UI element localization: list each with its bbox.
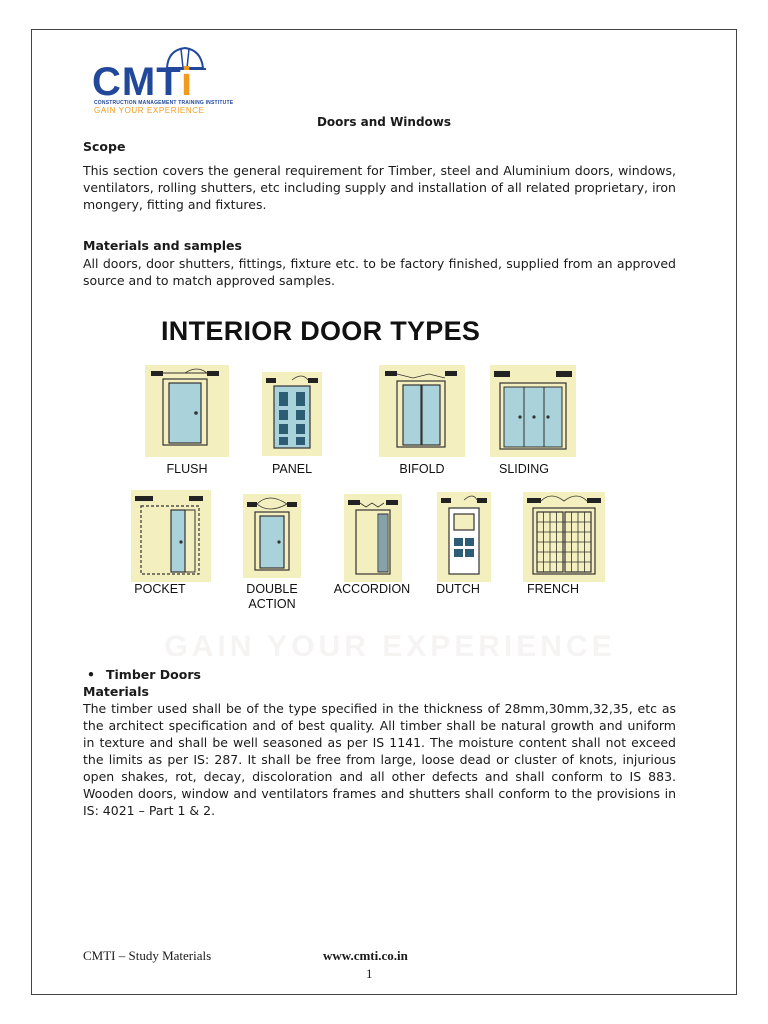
footer-website: www.cmti.co.in	[323, 948, 408, 963]
label-french: FRENCH	[526, 582, 580, 596]
label-flush: FLUSH	[166, 462, 208, 476]
accordion-door-image	[344, 494, 402, 582]
label-dutch: DUTCH	[436, 582, 480, 596]
label-action: ACTION	[248, 597, 296, 611]
bullet-dot-icon: •	[87, 667, 95, 682]
scope-heading: Scope	[83, 139, 126, 154]
bullet-text: Timber Doors	[106, 667, 201, 682]
french-door-image	[523, 492, 605, 582]
bifold-door-image	[379, 365, 465, 457]
interior-door-types-figure	[125, 310, 630, 615]
label-panel: PANEL	[271, 462, 313, 476]
logo-tagline: GAIN YOUR EXPERIENCE	[94, 106, 205, 115]
label-sliding: SLIDING	[498, 462, 549, 476]
page-number: 1	[366, 966, 373, 981]
logo-subtitle: CONSTRUCTION MANAGEMENT TRAINING INSTITUTE	[94, 100, 234, 106]
logo-wordmark: CMTi	[92, 60, 194, 104]
watermark: GAIN YOUR EXPERIENCE	[164, 630, 616, 663]
label-pocket: POCKET	[134, 582, 186, 596]
materials-paragraph: All doors, door shutters, fittings, fixture etc. to be factory finished, supplied from an approved source and to match approved samples.	[83, 256, 676, 288]
cmti-logo	[90, 40, 234, 115]
sliding-door-image	[490, 365, 576, 457]
bullet-timber-doors	[87, 667, 201, 682]
label-accordion: ACCORDION	[333, 582, 411, 596]
page-title: Doors and Windows	[316, 115, 452, 129]
materials-heading: Materials and samples	[83, 238, 242, 253]
double-action-door-image	[243, 494, 301, 578]
panel-door-image	[262, 372, 322, 456]
figure-title: INTERIOR DOOR TYPES	[161, 316, 481, 346]
scope-paragraph: This section covers the general requirement for Timber, steel and Aluminium doors, windows, ventilators, rolling shutters, etc including supply and installation of all related proprietary, iron mongery, fitting and fixtures.	[83, 163, 676, 212]
dutch-door-image	[437, 492, 491, 582]
footer-left: CMTI – Study Materials	[83, 948, 212, 963]
pocket-door-image	[131, 490, 211, 582]
timber-paragraph: The timber used shall be of the type specified in the thickness of 28mm,30mm,32,35, etc as the architect specification and of best quality. All timber shall be natural growth and uniform in texture and shall be well seasoned as per IS 1141. The moisture content shall not exceed the limits as per IS: 287. It shall be free from large, loose dead or cluster of knots, injurious open shakes, rot, decay, discoloration and all other defects and shall conform to IS 883. Wooden doors, window and ventilators frames and shutters shall conform to the provisions in IS: 4021 – Part 1 & 2.	[83, 701, 676, 818]
flush-door-image	[145, 365, 229, 457]
label-bifold: BIFOLD	[399, 462, 445, 476]
label-double: DOUBLE	[246, 582, 298, 596]
timber-materials-heading: Materials	[83, 684, 149, 699]
